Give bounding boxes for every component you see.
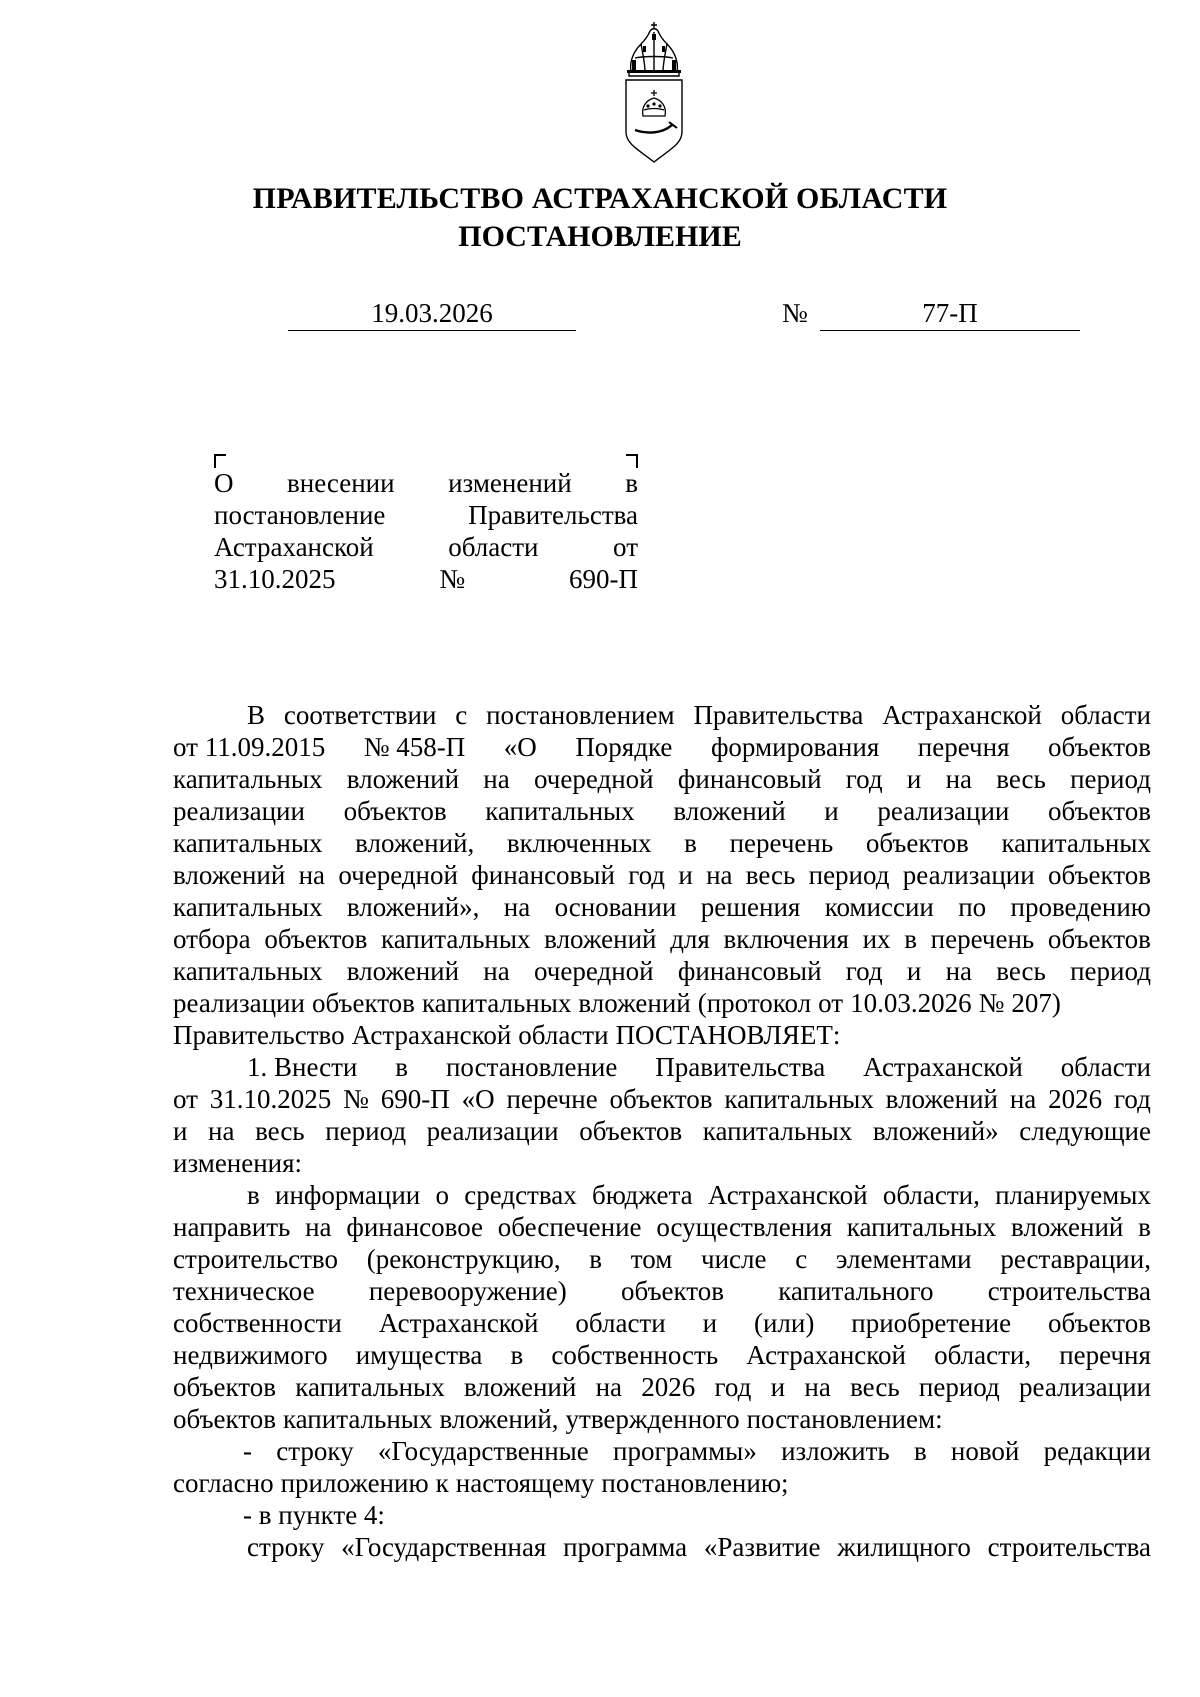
word: Астраханской bbox=[746, 1340, 906, 1370]
word: Порядке bbox=[575, 732, 673, 762]
word: на bbox=[804, 1372, 831, 1402]
word: В bbox=[247, 700, 266, 730]
word: капитальных bbox=[173, 956, 323, 986]
word: области bbox=[1060, 1052, 1151, 1082]
word: постановлением bbox=[486, 700, 675, 730]
word: на bbox=[503, 892, 531, 922]
word: по bbox=[958, 892, 987, 922]
word: недвижимого bbox=[173, 1340, 328, 1370]
text-line bbox=[173, 1147, 1151, 1179]
word: объектов bbox=[311, 988, 415, 1018]
word: вложений, bbox=[355, 828, 475, 858]
word: капитальных bbox=[282, 1404, 433, 1434]
word: реализации bbox=[877, 796, 1010, 826]
text-line bbox=[173, 859, 1151, 891]
text-line bbox=[173, 1211, 1151, 1243]
word: на bbox=[1009, 1084, 1037, 1114]
word: том bbox=[630, 1244, 673, 1274]
document-subject bbox=[214, 467, 638, 595]
document-number: 77-П bbox=[820, 298, 1080, 331]
word: год bbox=[628, 860, 666, 890]
text-line bbox=[173, 1115, 1151, 1147]
word: осуществления bbox=[656, 1212, 833, 1242]
word: на bbox=[305, 1212, 332, 1242]
word: вложений, bbox=[439, 1404, 559, 1434]
word: весь bbox=[996, 956, 1046, 986]
text-line bbox=[173, 763, 1151, 795]
text-line bbox=[173, 891, 1151, 923]
word: вложений bbox=[463, 1372, 577, 1402]
document-date: 19.03.2026 bbox=[288, 298, 576, 331]
word: на bbox=[595, 1372, 622, 1402]
word: капитальных bbox=[173, 828, 323, 858]
word: ПОСТАНОВЛЯЕТ: bbox=[615, 1020, 841, 1050]
word: решения bbox=[700, 892, 801, 922]
word: программы» bbox=[613, 1436, 757, 1466]
word: 10.03.2026 bbox=[850, 988, 972, 1018]
word: капитальных bbox=[846, 1212, 997, 1242]
text-line bbox=[173, 1435, 1151, 1467]
text-line bbox=[173, 1275, 1151, 1307]
word: информации bbox=[275, 1180, 421, 1210]
word: объектов bbox=[865, 828, 969, 858]
word: имущества bbox=[355, 1340, 483, 1370]
word: в bbox=[395, 1052, 409, 1082]
word: Правительство bbox=[173, 1020, 345, 1050]
word: объектов bbox=[1048, 860, 1151, 890]
word: перечень bbox=[729, 828, 834, 858]
word: от bbox=[818, 988, 844, 1018]
text-line bbox=[173, 731, 1151, 763]
word: для bbox=[670, 924, 710, 954]
word: реализации bbox=[1019, 1372, 1151, 1402]
word: Правительства bbox=[693, 700, 864, 730]
word: очередной bbox=[533, 764, 654, 794]
word: на bbox=[945, 956, 973, 986]
text-line bbox=[173, 1531, 1151, 1563]
word: согласно bbox=[173, 1468, 274, 1498]
text-line bbox=[173, 1083, 1151, 1115]
word: финансовый bbox=[471, 860, 615, 890]
word: 1. Внести bbox=[247, 1052, 358, 1082]
text-line bbox=[173, 1403, 1151, 1435]
word: перечне bbox=[506, 1084, 598, 1114]
word: (реконструкцию, bbox=[366, 1244, 561, 1274]
document-type: ПОСТАНОВЛЕНИЕ bbox=[458, 220, 742, 253]
text-line bbox=[173, 1019, 1151, 1051]
word: числе bbox=[701, 1244, 767, 1274]
word: перечня bbox=[917, 732, 1010, 762]
word: программа bbox=[563, 1532, 688, 1562]
word: вложений» bbox=[872, 1116, 999, 1146]
text-line bbox=[214, 531, 638, 563]
word: вложений bbox=[1011, 1212, 1124, 1242]
text-line bbox=[173, 1371, 1151, 1403]
word: Астраханской bbox=[351, 1020, 512, 1050]
word: приложению bbox=[280, 1468, 429, 1498]
word: Правительства bbox=[468, 500, 638, 530]
word: направить bbox=[173, 1212, 291, 1242]
word: элементами bbox=[835, 1244, 972, 1274]
word: от bbox=[173, 1084, 198, 1114]
word: 31.10.2025 bbox=[214, 564, 336, 594]
word: в bbox=[589, 1244, 603, 1274]
word: приобретение bbox=[851, 1308, 1012, 1338]
word: капитальных bbox=[295, 1372, 445, 1402]
word: их bbox=[862, 924, 891, 954]
word: (или) bbox=[753, 1308, 815, 1338]
text-line bbox=[173, 923, 1151, 955]
word: области bbox=[575, 1308, 666, 1338]
word: включенных bbox=[506, 828, 652, 858]
word: финансовый bbox=[677, 956, 822, 986]
word: в bbox=[904, 924, 917, 954]
word: следующие bbox=[1019, 1116, 1151, 1146]
word: реализации bbox=[426, 1116, 559, 1146]
text-line bbox=[173, 1307, 1151, 1339]
word: постановлением: bbox=[746, 1404, 943, 1434]
word: период bbox=[808, 860, 890, 890]
word: «Государственные bbox=[377, 1436, 589, 1466]
word: 690-П bbox=[380, 1084, 450, 1114]
word: год bbox=[845, 764, 883, 794]
word: объектов bbox=[173, 1404, 276, 1434]
word: реализации bbox=[173, 988, 305, 1018]
word: на bbox=[483, 764, 510, 794]
word: вложений bbox=[346, 764, 460, 794]
word: Астраханской bbox=[707, 1180, 868, 1210]
word: год bbox=[714, 1372, 752, 1402]
word: редакции bbox=[1043, 1436, 1151, 1466]
word: собственность bbox=[551, 1340, 719, 1370]
text-line bbox=[173, 1179, 1151, 1211]
word: включения bbox=[723, 924, 849, 954]
word: капитальных bbox=[724, 1084, 874, 1114]
word: период bbox=[918, 1372, 1000, 1402]
word: О bbox=[214, 468, 234, 498]
word: области bbox=[1060, 700, 1151, 730]
word: № 458-П bbox=[363, 732, 466, 762]
word: на bbox=[945, 764, 973, 794]
word: в bbox=[1138, 1212, 1151, 1242]
word: объектов bbox=[579, 1116, 683, 1146]
word: строительство bbox=[173, 1244, 338, 1274]
word: строку bbox=[276, 1436, 354, 1466]
bracket-corner-right bbox=[626, 454, 638, 468]
word: строительства bbox=[987, 1532, 1151, 1562]
word: Астраханской bbox=[863, 1052, 1023, 1082]
word: изменения: bbox=[173, 1148, 303, 1178]
text-line bbox=[173, 1499, 1151, 1531]
word: капитального bbox=[778, 1276, 934, 1306]
word: внесении bbox=[287, 468, 395, 498]
word: бюджета bbox=[591, 1180, 693, 1210]
word: жилищного bbox=[837, 1532, 971, 1562]
text-line bbox=[214, 499, 638, 531]
coat-of-arms-emblem bbox=[617, 20, 691, 172]
word: в bbox=[625, 468, 638, 498]
word: основании bbox=[554, 892, 677, 922]
word: № bbox=[978, 988, 1005, 1018]
text-line bbox=[173, 987, 1151, 1019]
word: вложений bbox=[346, 956, 460, 986]
word: капитальных bbox=[1001, 828, 1151, 858]
word: период bbox=[1070, 956, 1151, 986]
text-line bbox=[173, 795, 1151, 827]
word: с bbox=[455, 700, 468, 730]
word: соответствии bbox=[283, 700, 437, 730]
word: Астраханской bbox=[214, 532, 374, 562]
word: на bbox=[483, 956, 510, 986]
word: техническое bbox=[173, 1276, 315, 1306]
word: весь bbox=[996, 764, 1046, 794]
word: области bbox=[518, 1020, 609, 1050]
word: Правительства bbox=[655, 1052, 826, 1082]
word: и bbox=[906, 764, 922, 794]
word: 207) bbox=[1011, 988, 1061, 1018]
document-body bbox=[173, 699, 1151, 1563]
word: капитальных bbox=[173, 764, 323, 794]
word: весь bbox=[255, 1116, 305, 1146]
organization-title: ПРАВИТЕЛЬСТВО АСТРАХАНСКОЙ ОБЛАСТИ bbox=[252, 182, 948, 215]
word: постановлению; bbox=[601, 1468, 789, 1498]
word: настоящему bbox=[455, 1468, 595, 1498]
text-line bbox=[173, 1467, 1151, 1499]
text-line bbox=[214, 467, 638, 499]
word: вложений bbox=[578, 988, 691, 1018]
word: весь bbox=[850, 1372, 900, 1402]
word: области, bbox=[934, 1340, 1032, 1370]
word: в bbox=[913, 1436, 927, 1466]
word: с bbox=[795, 1244, 808, 1274]
word: вложений bbox=[885, 1084, 998, 1114]
word: области, bbox=[882, 1180, 980, 1210]
text-line bbox=[214, 563, 638, 595]
word: постановление bbox=[214, 500, 386, 530]
word: на bbox=[298, 860, 326, 890]
word: объектов bbox=[621, 1276, 724, 1306]
word: отбора bbox=[173, 924, 251, 954]
word: и bbox=[702, 1308, 718, 1338]
word: очередной bbox=[338, 860, 458, 890]
word: № bbox=[439, 564, 466, 594]
word: от bbox=[613, 532, 638, 562]
word: от 11.09.2015 bbox=[173, 732, 326, 762]
word: в bbox=[510, 1340, 524, 1370]
word: объектов bbox=[1048, 796, 1151, 826]
word: капитальных bbox=[173, 892, 323, 922]
text-line bbox=[173, 955, 1151, 987]
word: и bbox=[678, 860, 693, 890]
word: изложить bbox=[781, 1436, 890, 1466]
word: очередной bbox=[533, 956, 654, 986]
word: средствах bbox=[464, 1180, 577, 1210]
word: утвержденного bbox=[565, 1404, 740, 1434]
word: год bbox=[1113, 1084, 1151, 1114]
word: - bbox=[243, 1436, 252, 1466]
word: 2026 bbox=[641, 1372, 696, 1402]
word: - в пункте 4: bbox=[243, 1500, 385, 1530]
bracket-corner-left bbox=[214, 454, 226, 468]
word: объектов bbox=[609, 1084, 713, 1114]
word: планируемых bbox=[995, 1180, 1151, 1210]
word: 690-П bbox=[568, 564, 638, 594]
word: период bbox=[325, 1116, 407, 1146]
word: вложений bbox=[673, 796, 786, 826]
word: обеспечение bbox=[497, 1212, 642, 1242]
word: перечень bbox=[930, 924, 1035, 954]
word: весь bbox=[745, 860, 796, 890]
word: собственности bbox=[173, 1308, 342, 1338]
word: перечня bbox=[1059, 1340, 1151, 1370]
word: и bbox=[906, 956, 922, 986]
word: капитальных bbox=[381, 924, 531, 954]
word: реализации bbox=[902, 860, 1035, 890]
number-sign: № bbox=[782, 298, 808, 328]
word: 2026 bbox=[1048, 1084, 1103, 1114]
word: Астраханской bbox=[378, 1308, 539, 1338]
text-line bbox=[173, 699, 1151, 731]
word: изменений bbox=[448, 468, 572, 498]
word: «Развитие bbox=[703, 1532, 821, 1562]
word: новой bbox=[950, 1436, 1020, 1466]
text-line bbox=[173, 1243, 1151, 1275]
word: реставрации, bbox=[1000, 1244, 1151, 1274]
word: объектов bbox=[1047, 1308, 1151, 1338]
word: 31.10.2025 bbox=[209, 1084, 332, 1114]
word: строительства bbox=[987, 1276, 1151, 1306]
text-line bbox=[173, 827, 1151, 859]
word: постановление bbox=[445, 1052, 618, 1082]
word: о bbox=[435, 1180, 449, 1210]
word: период bbox=[1070, 764, 1151, 794]
word: (протокол bbox=[697, 988, 812, 1018]
word: вложений», bbox=[346, 892, 480, 922]
word: формирования bbox=[710, 732, 880, 762]
word: год bbox=[845, 956, 883, 986]
word: финансовое bbox=[346, 1212, 484, 1242]
word: к bbox=[435, 1468, 449, 1498]
word: Астраханской bbox=[882, 700, 1042, 730]
word: реализации bbox=[173, 796, 305, 826]
word: объектов bbox=[173, 1372, 276, 1402]
word: проведению bbox=[1010, 892, 1151, 922]
word: финансовый bbox=[677, 764, 822, 794]
word: капитальных bbox=[485, 796, 635, 826]
word: объектов bbox=[1047, 924, 1151, 954]
word: в bbox=[247, 1180, 260, 1210]
word: комиссии bbox=[824, 892, 934, 922]
word: капитальных bbox=[702, 1116, 853, 1146]
word: области bbox=[448, 532, 539, 562]
word: на bbox=[706, 860, 733, 890]
word: объектов bbox=[343, 796, 447, 826]
word: перевооружение) bbox=[368, 1276, 567, 1306]
word: № bbox=[343, 1084, 369, 1114]
word: строку bbox=[247, 1532, 325, 1562]
word: «О bbox=[461, 1084, 495, 1114]
word: вложений bbox=[173, 860, 286, 890]
word: вложений bbox=[544, 924, 657, 954]
word: объектов bbox=[264, 924, 368, 954]
word: и bbox=[824, 796, 839, 826]
word: капитальных bbox=[421, 988, 572, 1018]
word: «Государственная bbox=[341, 1532, 547, 1562]
word: и bbox=[173, 1116, 188, 1146]
word: и bbox=[770, 1372, 786, 1402]
text-line bbox=[173, 1051, 1151, 1083]
word: на bbox=[208, 1116, 235, 1146]
word: в bbox=[684, 828, 697, 858]
word: «О bbox=[503, 732, 537, 762]
text-line bbox=[173, 1339, 1151, 1371]
word: объектов bbox=[1048, 732, 1151, 762]
